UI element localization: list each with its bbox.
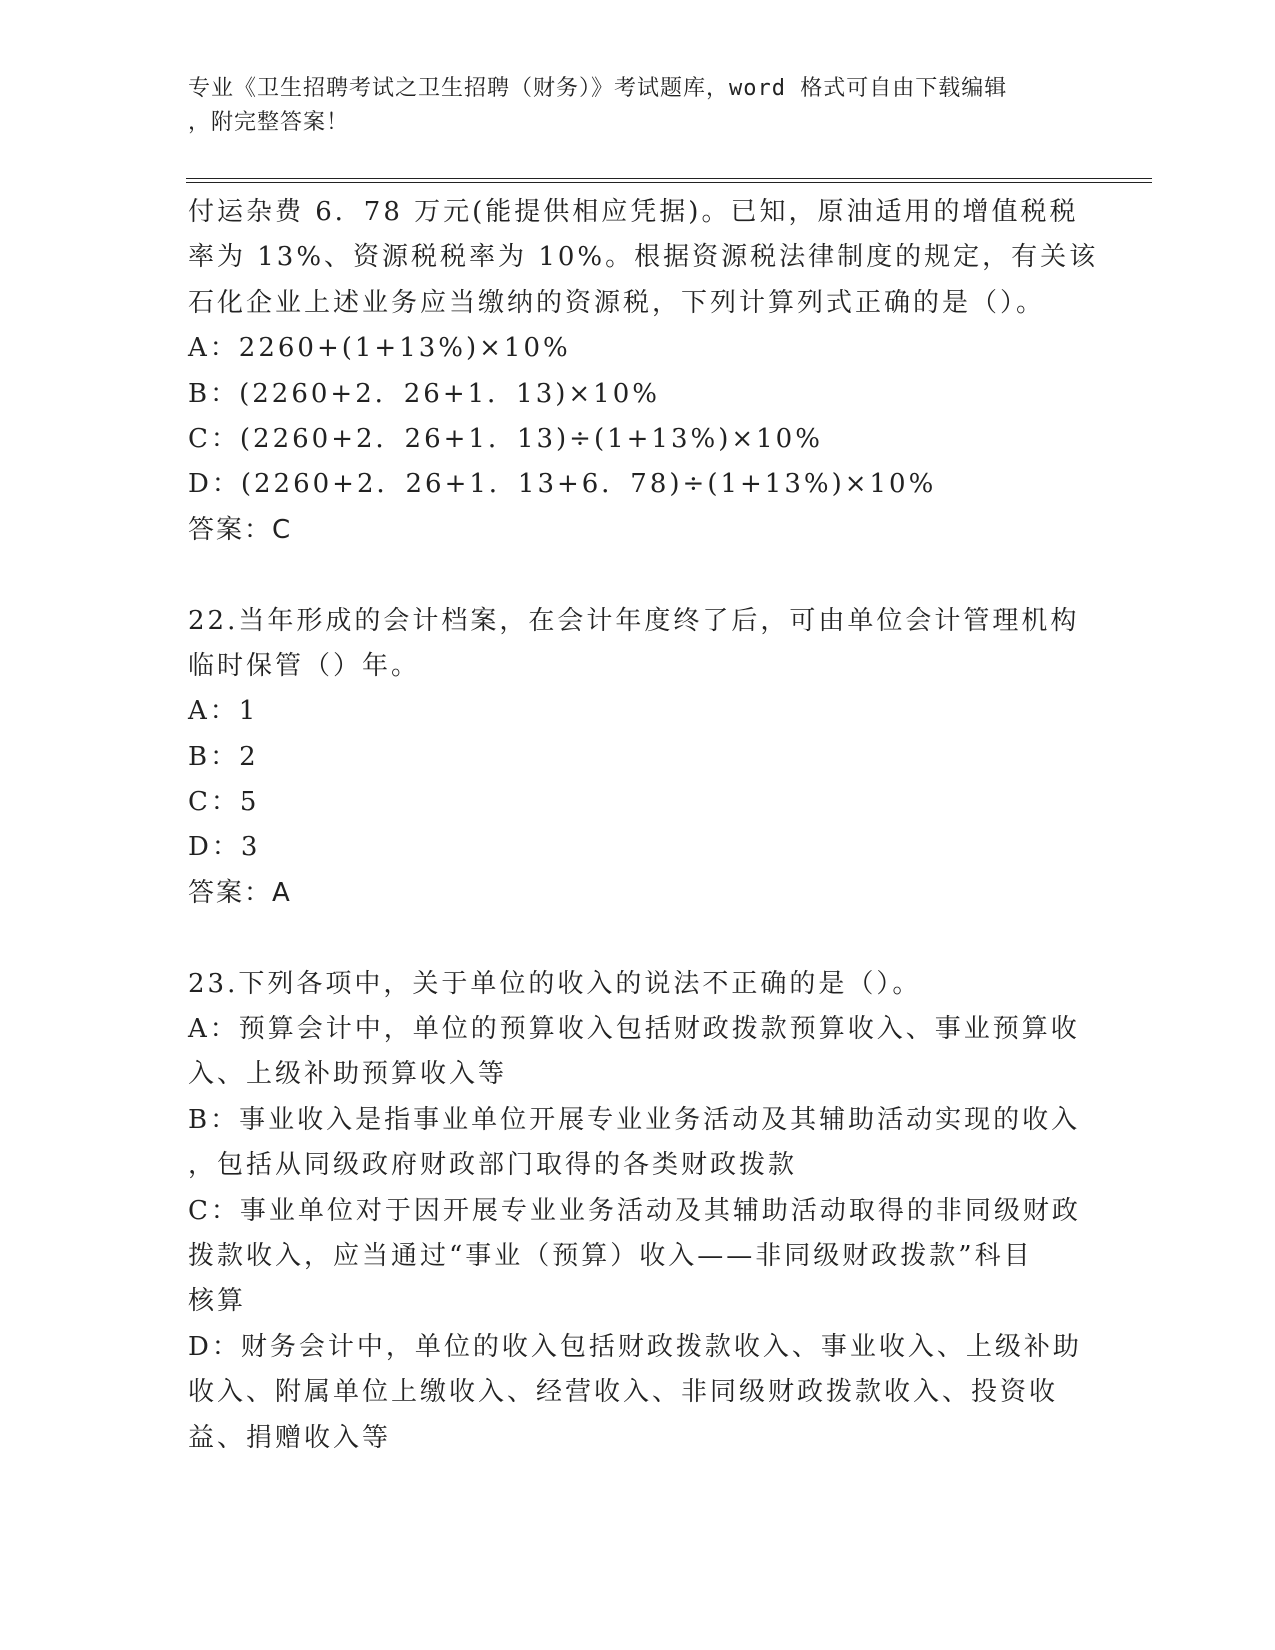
answer-label: 答案：C (188, 514, 293, 545)
question-list (188, 190, 1099, 1461)
option-d: D：3 (188, 832, 261, 863)
question-stem-line: 石化企业上述业务应当缴纳的资源税，下列计算列式正确的是（）。 (188, 287, 1046, 318)
option-b: B：(2260+2．26+1．13)×10% (188, 378, 660, 409)
question-stem-line: 23.下列各项中，关于单位的收入的说法不正确的是（）。 (188, 968, 922, 999)
answer-label: 答案：A (188, 877, 292, 908)
option-a: A：1 (188, 696, 259, 727)
question-21 (188, 190, 1099, 553)
question-stem-line: 率为 13%、资源税税率为 10%。根据资源税法律制度的规定，有关该 (188, 242, 1099, 273)
option-c: C：事业单位对于因开展专业业务活动及其辅助活动取得的非同级财政 (188, 1195, 1081, 1226)
option-a-continued: 入、上级补助预算收入等 (188, 1059, 508, 1090)
option-d: D：财务会计中，单位的收入包括财政拨款收入、事业收入、上级补助 (188, 1331, 1082, 1362)
document-header (188, 72, 1068, 140)
question-stem-line: 付运杂费 6．78 万元(能提供相应凭据)。已知，原油适用的增值税税 (188, 197, 1079, 227)
option-d-continued: 收入、附属单位上缴收入、经营收入、非同级财政拨款收入、投资收 (188, 1377, 1059, 1408)
option-c: C：(2260+2．26+1．13)÷(1+13%)×10% (188, 423, 823, 454)
option-b: B：2 (188, 741, 259, 772)
option-b: B：事业收入是指事业单位开展专业业务活动及其辅助活动实现的收入 (188, 1104, 1081, 1135)
option-d-continued: 益、捐赠收入等 (188, 1422, 392, 1453)
option-b-continued: ，包括从同级政府财政部门取得的各类财政拨款 (188, 1150, 798, 1181)
question-stem-line: 22.当年形成的会计档案，在会计年度终了后，可由单位会计管理机构 (188, 605, 1080, 636)
question-stem-line: 临时保管（）年。 (188, 650, 421, 681)
question-22 (188, 599, 1088, 917)
option-c: C：5 (188, 787, 260, 818)
header-divider (186, 178, 1152, 183)
option-d: D：(2260+2．26+1．13+6．78)÷(1+13%)×10% (188, 469, 937, 500)
option-a: A：2260+(1+13%)×10% (188, 333, 571, 364)
question-spacer (188, 916, 1088, 961)
option-c-continued: 核算 (188, 1286, 247, 1317)
option-c-continued: 拨款收入，应当通过“事业（预算）收入——非同级财政拨款”科目 (188, 1240, 1033, 1271)
header-line-1: 专业《卫生招聘考试之卫生招聘（财务）》考试题库，word 格式可自由下载编辑 (188, 76, 1008, 101)
option-a: A：预算会计中，单位的预算收入包括财政拨款预算收入、事业预算收 (188, 1014, 1080, 1045)
header-line-2: ，附完整答案！ (188, 110, 350, 135)
question-spacer (188, 553, 1088, 598)
question-23 (188, 962, 1088, 1461)
